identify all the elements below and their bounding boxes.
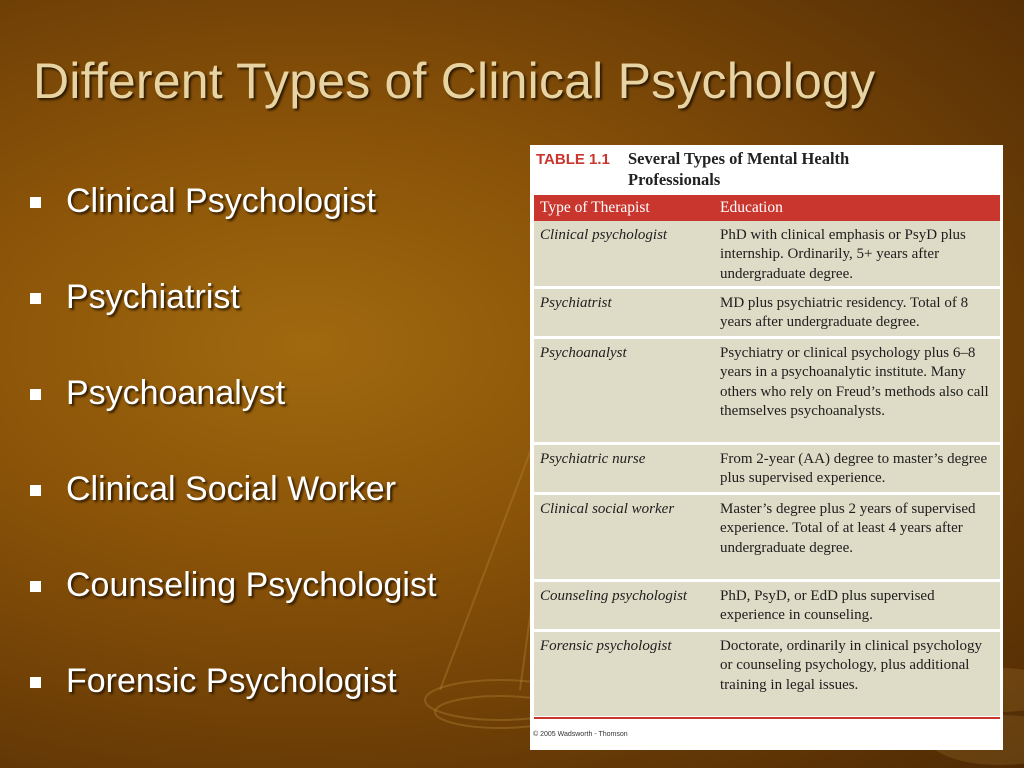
therapist-type-cell: Psychiatric nurse: [540, 451, 646, 467]
bullet-list: [30, 176, 436, 752]
bullet-item: [30, 560, 436, 656]
column-header-type: Type of Therapist: [540, 199, 650, 216]
education-cell: From 2-year (AA) degree to master’s degree plus supervised experience.: [720, 451, 988, 487]
table-bottom-rule: [534, 717, 1000, 719]
table-row: [534, 582, 1000, 632]
education-cell: PhD, PsyD, or EdD plus supervised experience in counseling.: [720, 588, 935, 624]
table-row: [534, 495, 1000, 582]
square-bullet-icon: [30, 197, 41, 208]
therapist-type-cell: Psychoanalyst: [540, 345, 627, 361]
education-cell: Master’s degree plus 2 years of supervised experience. Total of at least 4 years after undergraduate degree.: [720, 501, 976, 556]
bullet-text: Counseling Psychologist: [66, 566, 437, 604]
education-cell: Psychiatry or clinical psychology plus 6–8 years in a psychoanalytic institute. Many others who rely on Freud’s methods also call themselves psychoanalysts.: [720, 345, 989, 419]
bullet-item: [30, 656, 436, 752]
table-title: Several Types of Mental Health Professionals: [628, 149, 850, 189]
table-row: [534, 289, 1000, 339]
education-cell: MD plus psychiatric residency. Total of 8 years after undergraduate degree.: [720, 295, 969, 331]
bullet-item: [30, 176, 436, 272]
education-cell: Doctorate, ordinarily in clinical psychology or counseling psychology, plus additional training in legal issues.: [720, 638, 983, 693]
therapist-type-cell: Counseling psychologist: [540, 588, 688, 604]
square-bullet-icon: [30, 293, 41, 304]
bullet-item: [30, 464, 436, 560]
bullet-text: Psychiatrist: [66, 278, 240, 316]
table-row: [534, 445, 1000, 495]
table-row: [534, 221, 1000, 289]
table-caption: [536, 148, 868, 190]
bullet-item: [30, 368, 436, 464]
table-row: [534, 632, 1000, 719]
bullet-text: Clinical Social Worker: [66, 470, 397, 508]
table-header-row: [534, 195, 1000, 221]
bullet-item: [30, 272, 436, 368]
bullet-text: Clinical Psychologist: [66, 182, 376, 220]
bullet-text: Forensic Psychologist: [66, 662, 397, 700]
column-header-education: Education: [720, 199, 783, 216]
therapist-type-cell: Clinical psychologist: [540, 227, 668, 243]
therapist-type-cell: Psychiatrist: [540, 295, 612, 311]
therapist-type-cell: Clinical social worker: [540, 501, 675, 517]
bullet-text: Psychoanalyst: [66, 374, 286, 412]
therapist-type-cell: Forensic psychologist: [540, 638, 672, 654]
copyright-notice: © 2005 Wadsworth - Thomson: [533, 731, 628, 738]
square-bullet-icon: [30, 389, 41, 400]
square-bullet-icon: [30, 485, 41, 496]
square-bullet-icon: [30, 581, 41, 592]
education-cell: PhD with clinical emphasis or PsyD plus internship. Ordinarily, 5+ years after undergraduate degree.: [720, 227, 966, 282]
square-bullet-icon: [30, 677, 41, 688]
table-row: [534, 339, 1000, 445]
slide-title: Different Types of Clinical Psychology: [33, 53, 876, 109]
table-image-panel: [530, 145, 1003, 750]
table-number-label: TABLE 1.1: [536, 151, 610, 168]
professionals-table: [534, 195, 1000, 719]
